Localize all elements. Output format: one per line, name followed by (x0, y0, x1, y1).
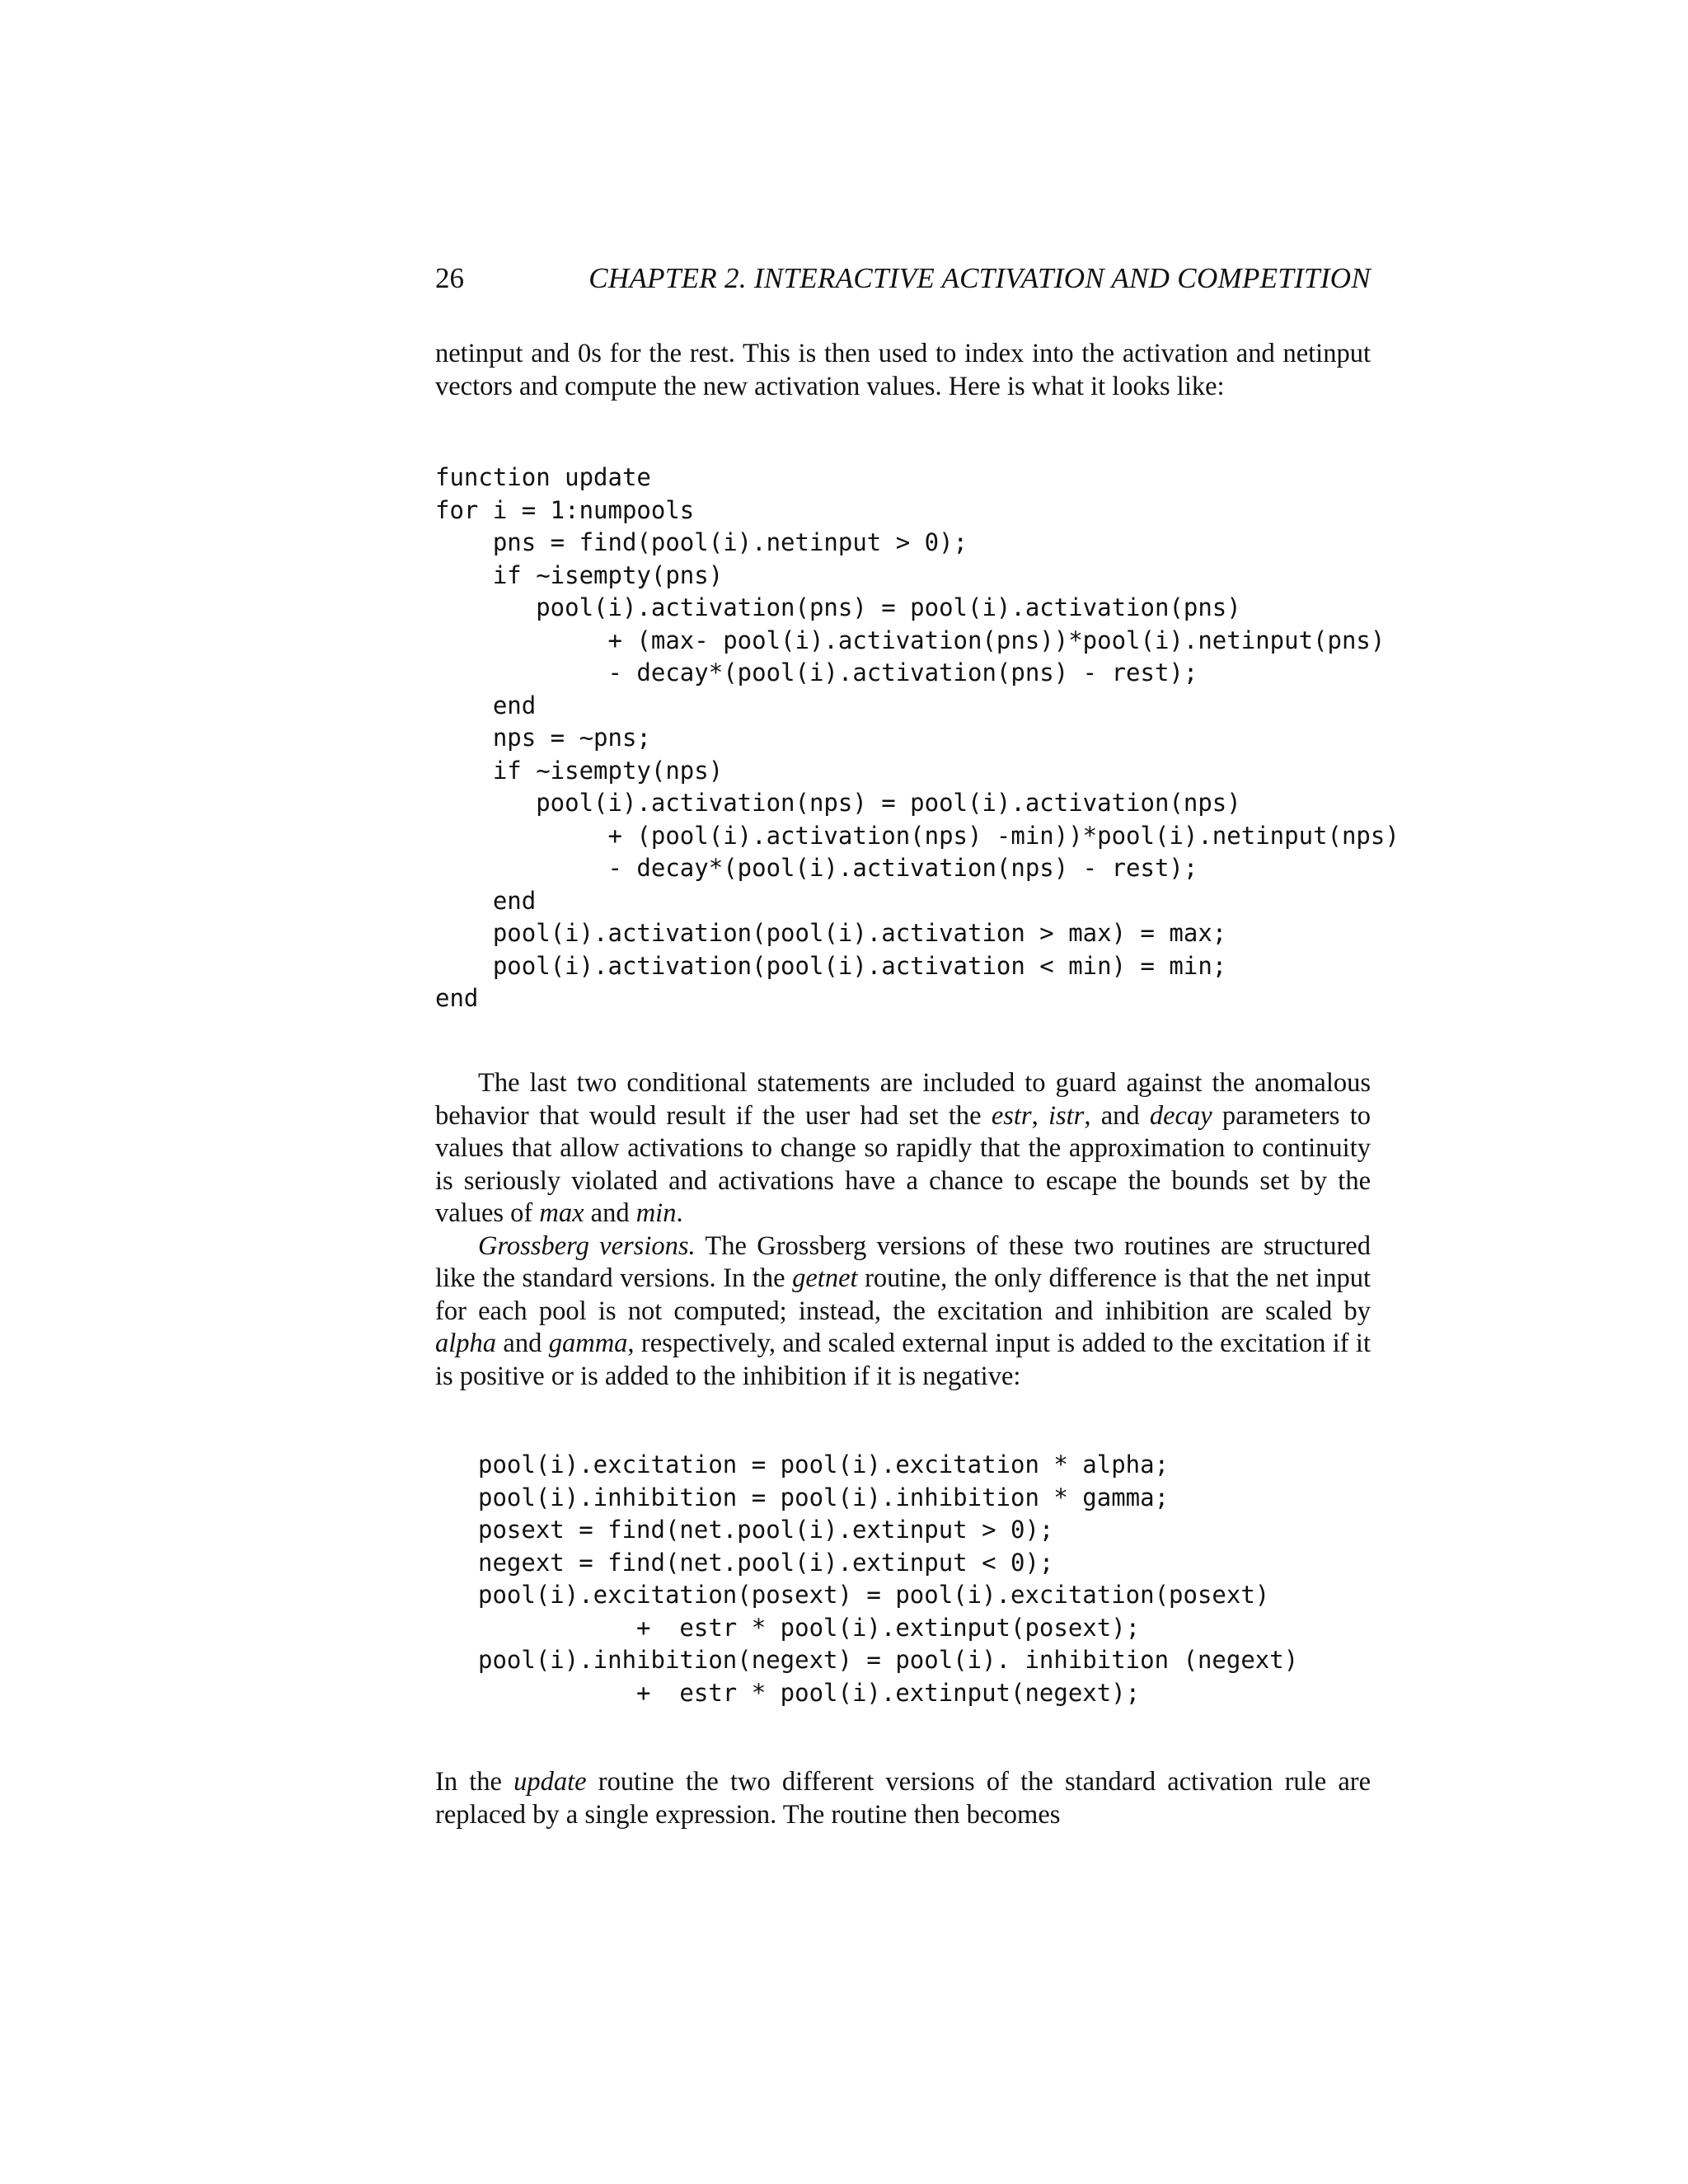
page-header (435, 262, 1371, 298)
text-run: and (496, 1329, 549, 1358)
paragraph-update (435, 1766, 1371, 1831)
code-line: if ~isempty(pns) (435, 560, 724, 589)
param-alpha: alpha (435, 1329, 497, 1358)
code-block-getnet (478, 1449, 1298, 1709)
text-run: and (584, 1198, 636, 1228)
text-run: , (1031, 1100, 1048, 1131)
code-line: pns = find(pool(i).netinput > 0); (435, 528, 968, 556)
paragraph-text: netinput and 0s for the rest. This is then used to index into the activation and netinput vectors and compute the new activation values. Here is what it looks like: (435, 339, 1371, 401)
param-max: max (539, 1198, 584, 1228)
code-line: pool(i).activation(nps) = pool(i).activation(nps) (435, 789, 1241, 817)
param-decay: decay (1149, 1100, 1212, 1131)
text-run: In the (435, 1767, 514, 1797)
routine-update: update (513, 1767, 587, 1797)
param-istr: istr (1048, 1100, 1085, 1131)
text-run: , and (1084, 1100, 1150, 1131)
code-line: end (435, 984, 479, 1012)
code-line: pool(i).excitation(posext) = pool(i).excitation(posext) (478, 1581, 1270, 1609)
param-min: min (635, 1198, 677, 1228)
paragraph-intro (435, 338, 1371, 403)
text-run: . (676, 1198, 683, 1228)
code-line: for i = 1:numpools (435, 495, 695, 524)
param-estr: estr (991, 1100, 1032, 1131)
run-in-heading: Grossberg versions. (478, 1230, 696, 1261)
code-line: pool(i).excitation = pool(i).excitation * alpha; (478, 1451, 1170, 1479)
param-gamma: gamma (548, 1329, 628, 1358)
text-run: parameters to values that allow activations to change so rapidly that the approximation to continuity is seriously violated and activations have a chance to escape the bounds set by the values of (435, 1100, 1371, 1228)
code-line: pool(i).activation(pool(i).activation < min) = min; (435, 951, 1227, 980)
code-line: posext = find(net.pool(i).extinput > 0); (478, 1516, 1054, 1544)
code-line: end (435, 691, 537, 719)
code-line: + (pool(i).activation(nps) -min))*pool(i).netinput(nps) (435, 821, 1400, 850)
code-line: + estr * pool(i).extinput(negext); (478, 1678, 1141, 1707)
text-run: routine the two different versions of the standard activation rule are replaced by a single expression. The routine then becomes (435, 1767, 1371, 1830)
code-line: + estr * pool(i).extinput(posext); (478, 1613, 1141, 1642)
text-run: The Grossberg versions of these two routines are structured like the standard versions. In the (435, 1230, 1371, 1293)
text-run: routine, the only difference is that the net input for each pool is not computed; instead, the excitation and inhibition are scaled by (435, 1263, 1371, 1326)
routine-getnet: getnet (792, 1263, 858, 1293)
code-line: pool(i).inhibition = pool(i).inhibition * gamma; (478, 1483, 1170, 1511)
code-line: - decay*(pool(i).activation(nps) - rest); (435, 854, 1198, 882)
code-line: nps = ~pns; (435, 724, 651, 752)
code-line: pool(i).activation(pool(i).activation > max) = max; (435, 919, 1227, 947)
paragraph-guard (435, 1067, 1371, 1230)
text-run: The last two conditional statements are included to guard against the anomalous behavior that would result if the user had set the (435, 1068, 1371, 1131)
code-line: + (max- pool(i).activation(pns))*pool(i).netinput(pns) (435, 626, 1386, 654)
code-block-update (435, 462, 1400, 1015)
text-run: , respectively, and scaled external input is added to the excitation if it is positive or is added to the inhibition if it is negative: (435, 1329, 1371, 1391)
code-line: end (435, 886, 537, 915)
code-line: negext = find(net.pool(i).extinput < 0); (478, 1548, 1054, 1577)
code-line: - decay*(pool(i).activation(pns) - rest); (435, 658, 1198, 687)
code-line: pool(i).activation(pns) = pool(i).activation(pns) (435, 593, 1241, 621)
chapter-title: CHAPTER 2. INTERACTIVE ACTIVATION AND COMPETITION (588, 262, 1371, 294)
code-line: if ~isempty(nps) (435, 756, 724, 785)
paragraph-text (435, 1766, 1371, 1831)
code-line: function update (435, 463, 651, 491)
page-number: 26 (435, 262, 464, 294)
paragraph-grossberg (435, 1230, 1371, 1394)
paragraph-section (435, 1067, 1371, 1393)
code-line: pool(i).inhibition(negext) = pool(i). inhibition (negext) (478, 1646, 1299, 1674)
